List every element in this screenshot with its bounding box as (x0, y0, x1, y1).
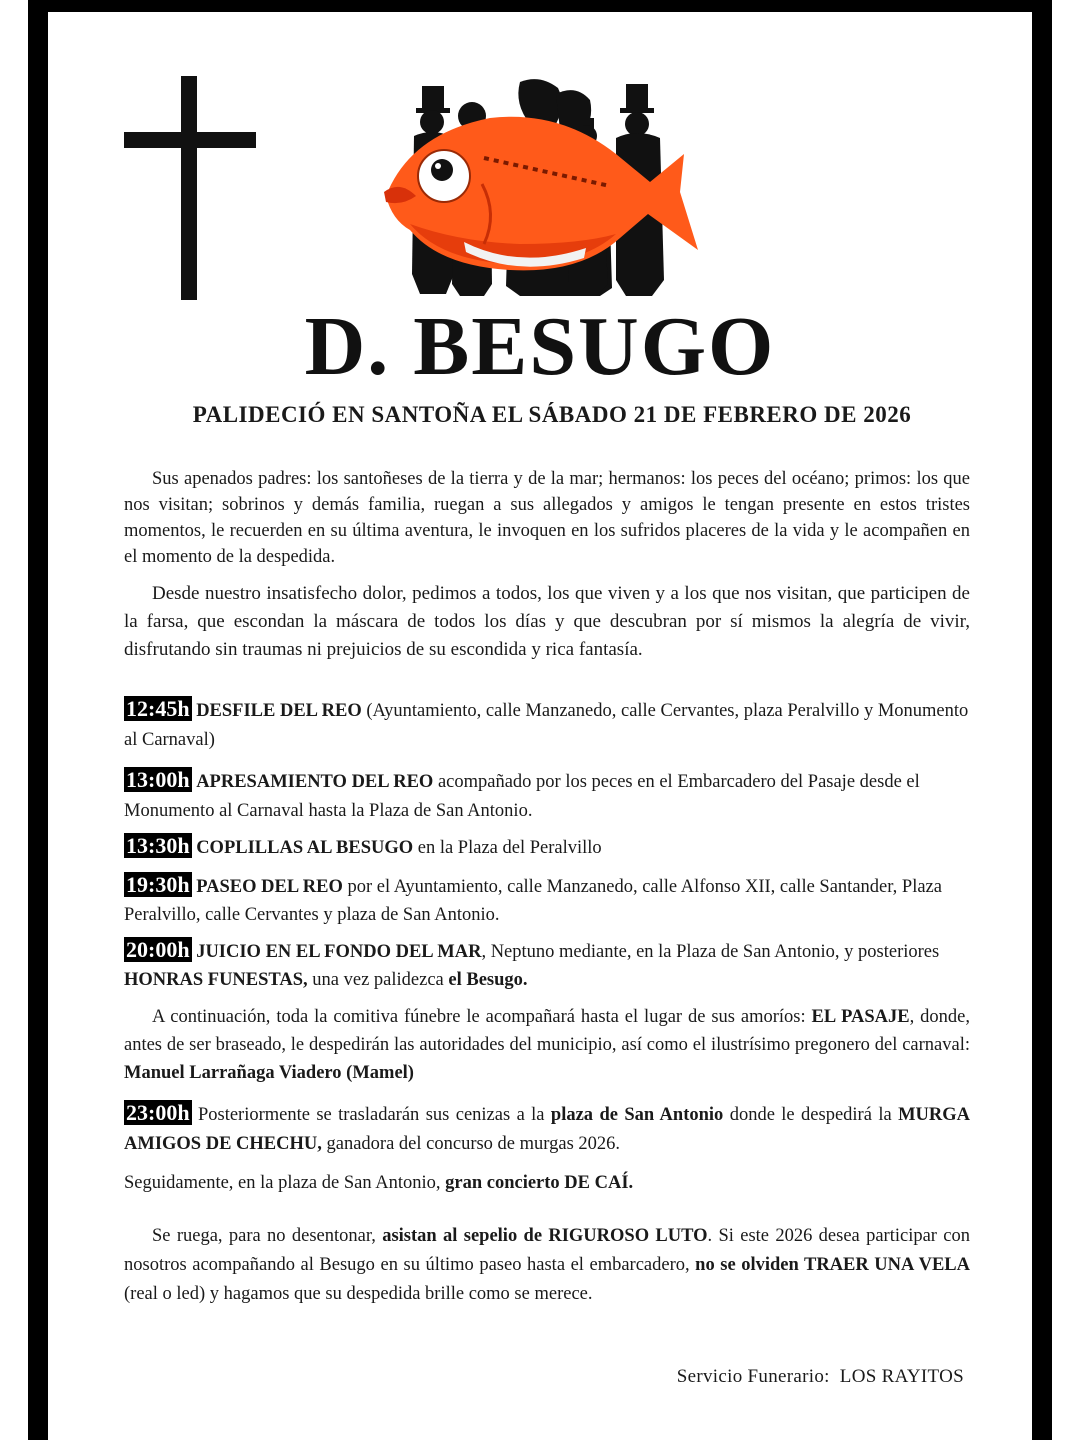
cross-icon (124, 76, 256, 300)
event-time: 20:00h (126, 937, 190, 962)
paragraph-highlight: gran concierto DE CAÍ. (445, 1173, 634, 1193)
event-title: PASEO DEL REO (196, 877, 343, 897)
event-item (124, 937, 970, 994)
intro-paragraph-2: Desde nuestro insatisfecho dolor, pedimos a todos, los que viven y a los que nos visitan, que participen de la farsa, que escondan la máscara de todos los días y que descubran por sí mismos la alegría de vivir, disfrutando sin traumas ni prejuicios de su escondida y rica fantasía. (124, 583, 970, 660)
event-highlight: el Besugo. (448, 970, 528, 990)
intro-paragraph-1: Sus apenados padres: los santoñeses de la tierra y de la mar; hermanos: los peces del océano; primos: los que nos visitan; sobrinos y demás familia, ruegan a sus allegados y amigos le tengan presente en estos tristes momentos, le recuerden en su última aventura, le invoquen en los sufridos placeres de la vida y le acompañen en el momento de la despedida. (124, 469, 970, 567)
event-description: , Neptuno mediante, en la Plaza de San Antonio, y posteriores (481, 942, 940, 962)
event-description: por el Ayuntamiento, calle Manzanedo, calle Alfonso XII, calle Santander, Plaza Peralvillo, calle Cervantes y plaza de San Antonio. (124, 877, 942, 925)
event-title: JUICIO EN EL FONDO DEL MAR (196, 942, 482, 962)
page-subtitle: PALIDECIÓ EN SANTOÑA EL SÁBADO 21 DE FEBRERO DE 2026 (192, 402, 912, 427)
event-highlight: HONRAS FUNESTAS, (124, 970, 308, 990)
paragraph-text: Seguidamente, en la plaza de San Antonio, (124, 1173, 446, 1193)
page-title: D. BESUGO (304, 300, 776, 393)
besugo-fish-logo (380, 74, 700, 300)
funeral-service-footer: Servicio Funerario: LOS RAYITOS (676, 1366, 964, 1387)
event-description: en la Plaza del Peralvillo (413, 838, 602, 858)
paragraph-highlight: no se olviden TRAER UNA VELA (695, 1255, 970, 1275)
paragraph-text: . Si este 2026 desea participar con nosotros acompañando al Besugo en su último paseo hasta el embarcadero, (124, 1226, 971, 1275)
event-item (124, 767, 970, 826)
event-time: 23:00h (126, 1100, 190, 1125)
event-description: Posteriormente se trasladarán sus cenizas a la (191, 1105, 551, 1125)
event-description: donde le despedirá la (723, 1105, 899, 1125)
paragraph-text: (real o led) y hagamos que su despedida brille como se merece. (124, 1284, 593, 1304)
event-time: 19:30h (126, 872, 190, 897)
paragraph-text: Se ruega, para no desentonar, (152, 1226, 383, 1246)
paragraph-highlight: asistan al sepelio de RIGUROSO LUTO (382, 1226, 708, 1246)
event-time: 13:30h (126, 833, 190, 858)
event-time: 12:45h (126, 696, 190, 721)
event-item (124, 1100, 970, 1159)
event-title: COPLILLAS AL BESUGO (196, 838, 414, 858)
paragraph-text: , donde, antes de ser braseado, le despedirán las autoridades del municipio, así como el ilustrísimo pregonero del carnaval: (124, 1007, 970, 1055)
closing-paragraph (124, 1222, 970, 1309)
continuation-paragraph (124, 1003, 970, 1087)
event-description: ganadora del concurso de murgas 2026. (321, 1134, 621, 1154)
concert-line (124, 1169, 970, 1197)
event-description: una vez palidezca (307, 970, 449, 990)
event-description: acompañado por los peces en el Embarcadero del Pasaje desde el Monumento al Carnaval hasta la Plaza de San Antonio. (124, 772, 920, 821)
event-highlight: plaza de San Antonio (550, 1105, 724, 1125)
event-highlight: MURGA AMIGOS DE CHECHU, (124, 1105, 970, 1154)
event-item (124, 833, 970, 863)
paragraph-highlight: Manuel Larrañaga Viadero (Mamel) (124, 1063, 414, 1083)
event-item (124, 872, 970, 929)
event-description: (Ayuntamiento, calle Manzanedo, calle Cervantes, plaza Peralvillo y Monumento al Carnaval) (124, 701, 969, 750)
event-title: DESFILE DEL REO (196, 701, 362, 721)
event-time: 13:00h (126, 767, 190, 792)
event-item (124, 696, 970, 755)
paragraph-text: A continuación, toda la comitiva fúnebre le acompañará hasta el lugar de sus amoríos: (152, 1007, 812, 1027)
paragraph-highlight: EL PASAJE (811, 1007, 910, 1027)
event-title: APRESAMIENTO DEL REO (196, 772, 434, 792)
